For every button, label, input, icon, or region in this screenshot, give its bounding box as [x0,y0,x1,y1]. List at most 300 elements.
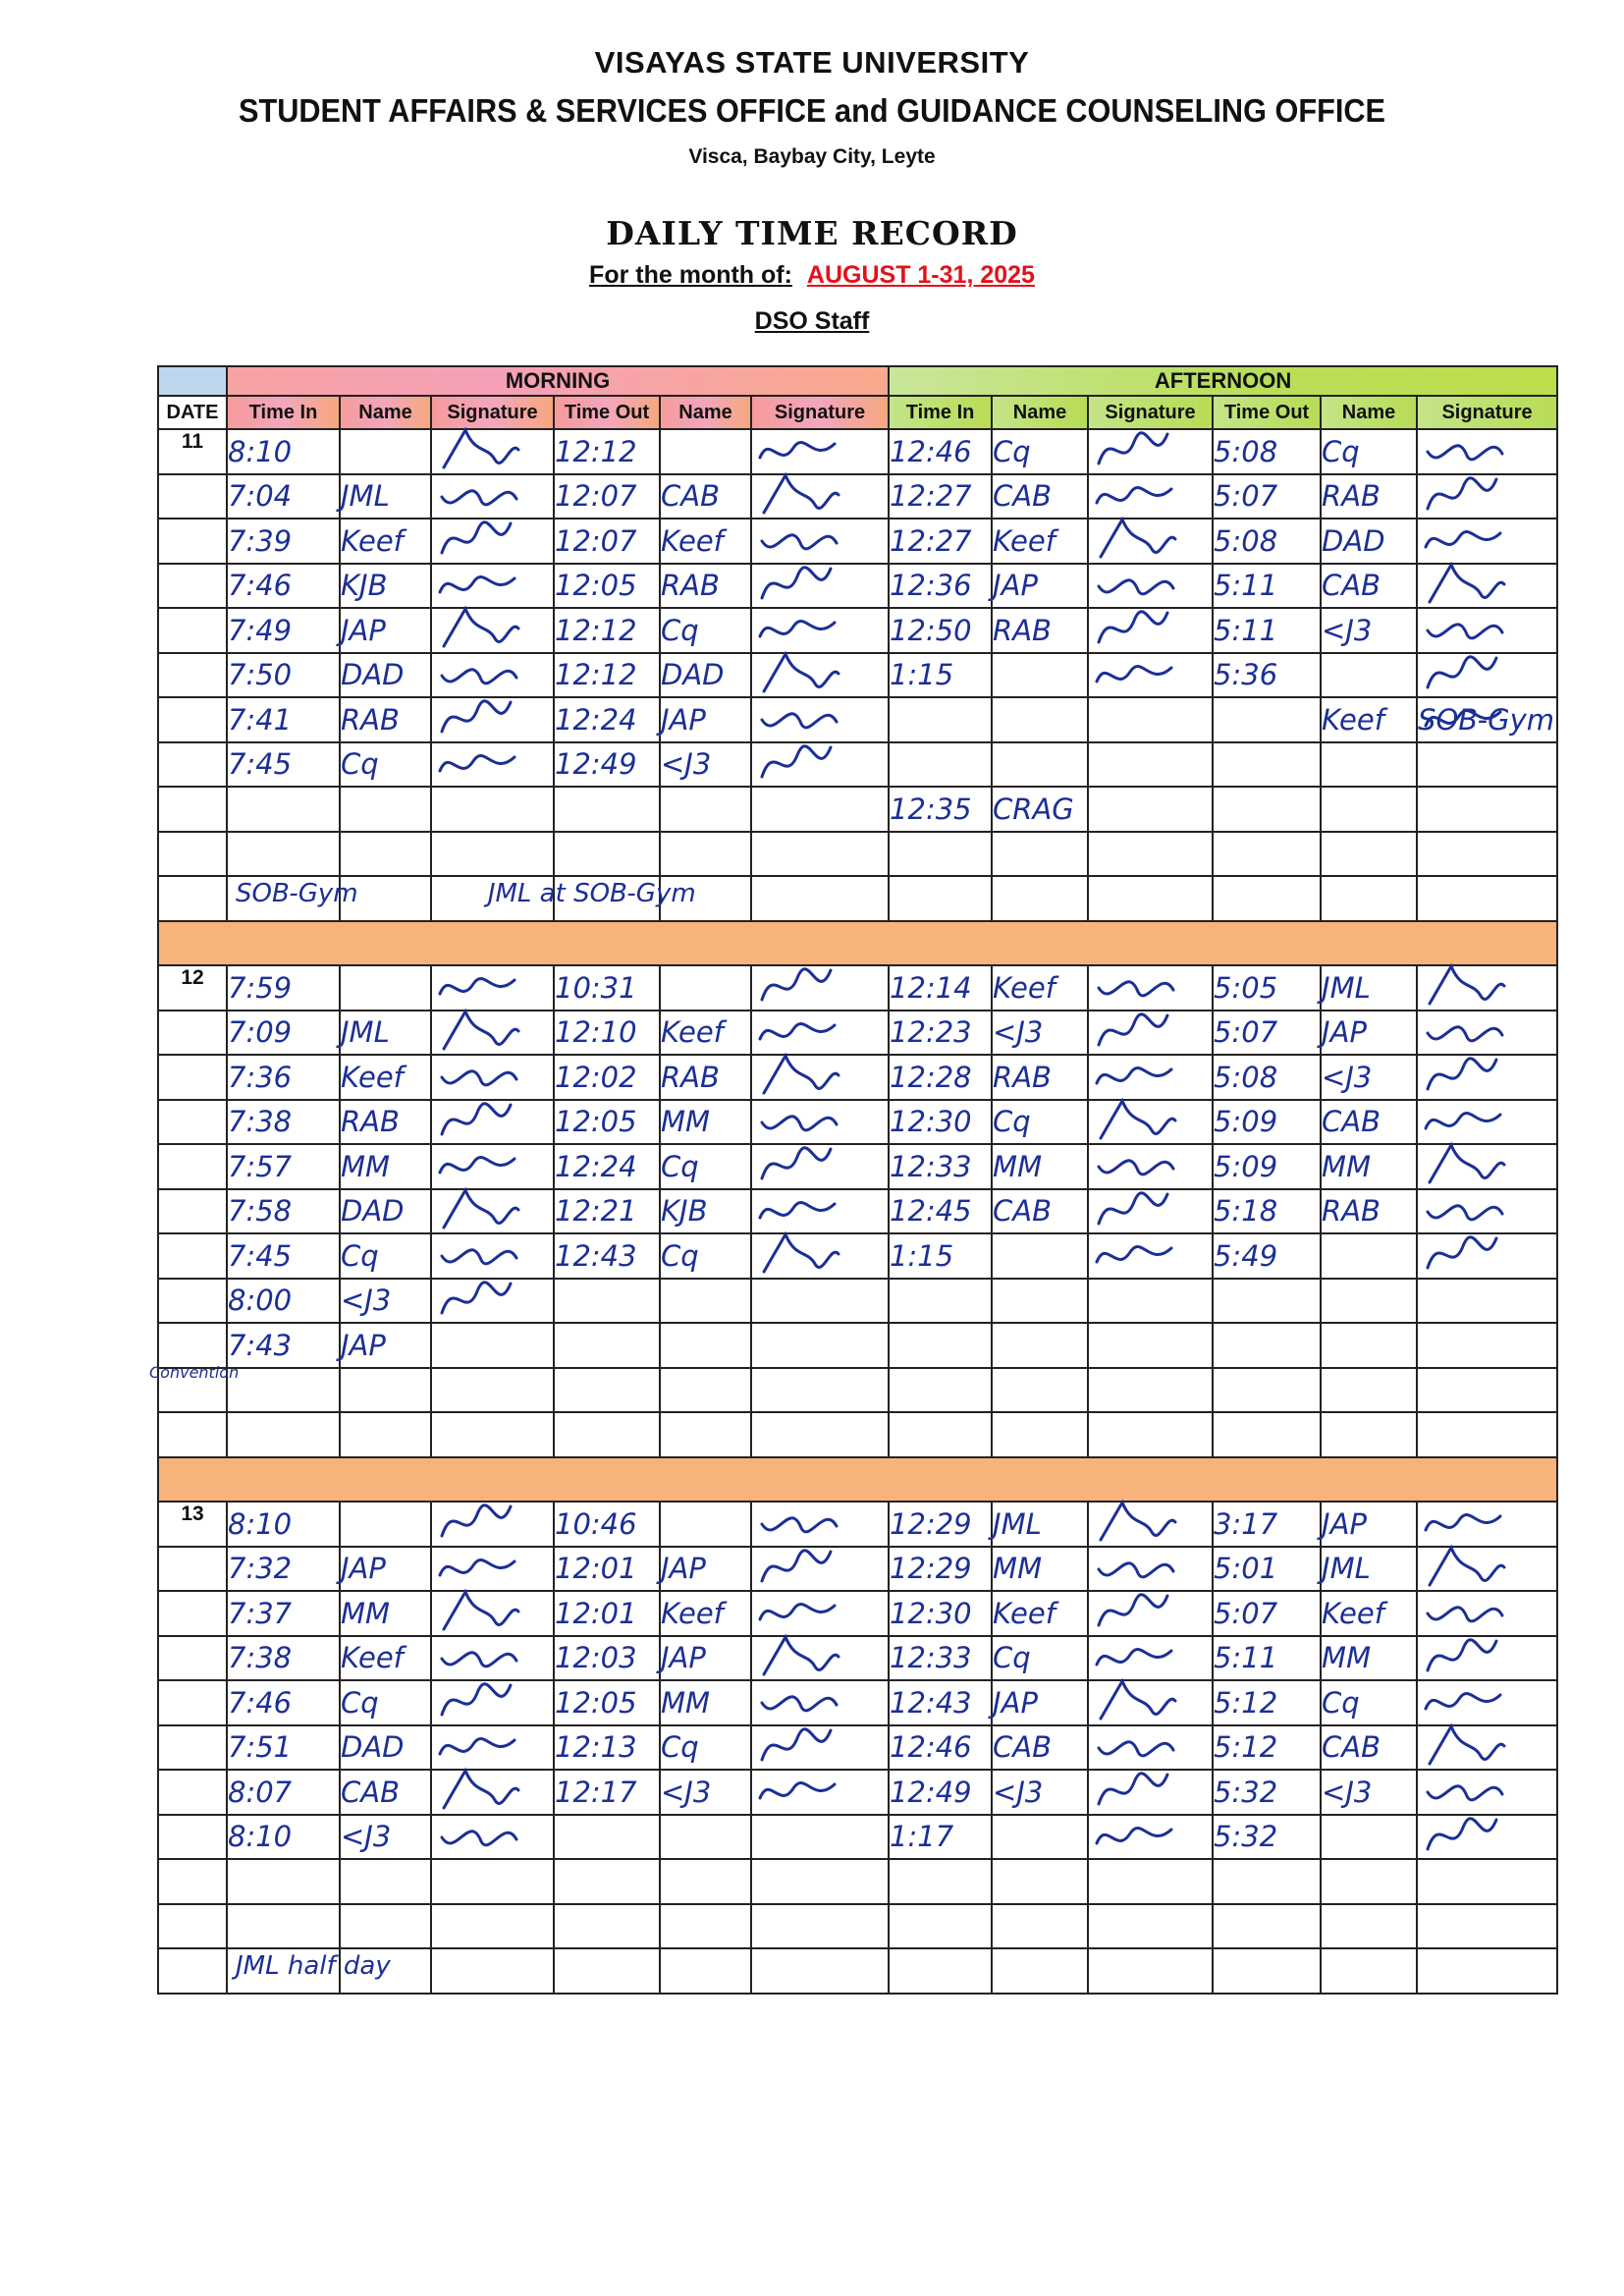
pm-time-out-cell: 3:17 [1213,1502,1321,1547]
am-in-name-cell: Keef [340,519,431,564]
pm-in-signature-cell [1088,1591,1213,1636]
am-out-name-cell: KJB [660,1189,751,1234]
am-time-in-cell: 7:38 [227,1100,340,1145]
pm-in-signature-cell [1088,1279,1213,1324]
pm-out-name-cell [1321,1815,1417,1860]
pm-out-signature-cell [1417,1233,1557,1279]
pm-out-signature-cell [1417,1815,1557,1860]
am-out-name-cell: <J3 [660,742,751,788]
am-time-in-cell: 7:32 [227,1547,340,1592]
note-empty-cell [660,1412,751,1457]
am-in-name-cell: Keef [340,1055,431,1100]
pm-in-signature-cell [1088,1547,1213,1592]
note-empty-cell [660,1948,751,1994]
note-empty-cell [431,1948,554,1994]
am-out-signature-cell [751,1904,889,1949]
am-time-out-cell [554,1279,660,1324]
handwritten-signature-icon [1093,1229,1179,1284]
am-time-in-cell: 7:37 [227,1591,340,1636]
am-in-signature-cell [431,519,554,564]
am-out-signature-cell [751,1859,889,1904]
am-in-signature-cell [431,1502,554,1547]
pm-out-name-header: Name [1321,396,1417,429]
note-empty-cell [1321,1948,1417,1994]
pm-in-signature-header: Signature [1088,396,1213,429]
staff-label: DSO Staff [754,307,870,335]
am-time-in-cell: 7:49 [227,608,340,653]
date-cell-empty [158,608,227,653]
pm-time-out-cell: 5:08 [1213,429,1321,474]
pm-time-in-cell: 1:17 [889,1815,992,1860]
time-record-table [157,365,1558,1995]
date-cell-empty [158,1636,227,1681]
note-row [158,1412,1557,1457]
pm-in-name-cell: Cq [992,429,1088,474]
pm-out-signature-cell [1417,564,1557,609]
am-time-out-cell [554,787,660,832]
am-in-signature-cell [431,1591,554,1636]
note-empty-cell [1213,876,1321,921]
am-time-in-cell: 7:45 [227,742,340,788]
am-in-signature-cell [431,1189,554,1234]
month-label: For the month of: [589,261,792,289]
pm-time-out-cell [1213,697,1321,742]
pm-in-name-cell [992,1368,1088,1413]
note-date-cell [158,876,227,921]
pm-time-out-cell: 5:01 [1213,1547,1321,1592]
pm-time-out-cell [1213,1904,1321,1949]
date-cell: 12 [158,965,227,1011]
am-out-signature-cell [751,697,889,742]
am-out-name-cell: Keef [660,519,751,564]
am-out-name-cell [660,1368,751,1413]
record-row [158,742,1557,788]
am-time-out-cell: 12:13 [554,1725,660,1771]
am-in-name-cell: JML [340,474,431,519]
am-in-name-cell: JAP [340,608,431,653]
am-time-in-cell [227,787,340,832]
am-time-in-cell: 7:58 [227,1189,340,1234]
pm-in-name-cell: <J3 [992,1770,1088,1815]
am-out-signature-cell [751,1368,889,1413]
am-time-in-cell: 7:51 [227,1725,340,1771]
am-out-name-cell [660,965,751,1011]
pm-time-out-cell: 5:07 [1213,1591,1321,1636]
am-in-signature-cell [431,653,554,698]
pm-in-signature-cell [1088,787,1213,832]
pm-time-out-cell [1213,1859,1321,1904]
am-out-name-cell: JAP [660,697,751,742]
pm-out-signature-cell [1417,832,1557,877]
pm-in-name-cell: Keef [992,1591,1088,1636]
record-row [158,1547,1557,1592]
pm-out-signature-cell [1417,1055,1557,1100]
am-out-name-header: Name [660,396,751,429]
am-out-signature-cell [751,1189,889,1234]
pm-time-in-cell: 1:15 [889,653,992,698]
date-cell-empty [158,1904,227,1949]
am-out-signature-cell [751,1636,889,1681]
record-row [158,1055,1557,1100]
am-out-name-cell [660,1904,751,1949]
pm-time-in-cell: 12:14 [889,965,992,1011]
am-in-signature-cell [431,1636,554,1681]
pm-time-in-cell [889,742,992,788]
am-time-in-cell [227,1904,340,1949]
office-address: Visca, Baybay City, Leyte [688,145,936,168]
record-row [158,1323,1557,1368]
am-in-name-cell [340,1502,431,1547]
pm-time-in-cell: 12:30 [889,1591,992,1636]
date-cell-empty [158,1859,227,1904]
pm-in-name-cell: Keef [992,965,1088,1011]
am-in-name-cell: RAB [340,697,431,742]
pm-in-name-cell: <J3 [992,1011,1088,1056]
record-row [158,1591,1557,1636]
pm-time-in-cell: 12:36 [889,564,992,609]
date-cell-empty [158,653,227,698]
pm-time-out-cell: 5:12 [1213,1680,1321,1725]
pm-in-name-cell: Cq [992,1100,1088,1145]
am-in-signature-cell [431,1859,554,1904]
date-cell-empty [158,519,227,564]
am-out-signature-cell [751,474,889,519]
pm-time-in-cell [889,1368,992,1413]
pm-out-signature-cell [1417,1189,1557,1234]
pm-out-signature-cell [1417,1725,1557,1771]
pm-time-out-cell: 5:11 [1213,1636,1321,1681]
am-out-name-cell: <J3 [660,1770,751,1815]
am-in-name-cell: Keef [340,1636,431,1681]
handwritten-signature-icon [436,1274,522,1329]
am-out-signature-cell [751,1323,889,1368]
am-in-signature-cell [431,1725,554,1771]
am-time-in-cell: 7:43 [227,1323,340,1368]
handwritten-signature-icon [1093,648,1179,703]
pm-out-name-cell: CAB [1321,1725,1417,1771]
note-empty-cell [1088,1948,1213,1994]
day-note: JML half day [236,1951,391,1981]
am-out-name-cell [660,1279,751,1324]
pm-out-signature-cell [1417,519,1557,564]
record-row [158,1279,1557,1324]
handwritten-signature-icon [756,1765,842,1820]
am-time-in-header: Time In [227,396,340,429]
pm-time-out-cell: 5:12 [1213,1725,1321,1771]
am-in-name-cell: Cq [340,742,431,788]
pm-time-out-cell [1213,1279,1321,1324]
pm-in-name-header: Name [992,396,1088,429]
pm-time-in-cell: 12:33 [889,1144,992,1189]
pm-time-in-cell [889,1904,992,1949]
am-out-signature-cell [751,608,889,653]
note-empty-cell [889,876,992,921]
date-cell-empty [158,1680,227,1725]
date-cell-empty [158,742,227,788]
am-in-signature-cell [431,1100,554,1145]
am-out-name-cell: MM [660,1680,751,1725]
pm-time-in-cell [889,832,992,877]
pm-in-signature-cell [1088,1859,1213,1904]
am-out-name-cell: Cq [660,1144,751,1189]
am-in-name-cell [340,832,431,877]
date-header-top [158,366,227,396]
am-out-signature-cell [751,742,889,788]
am-time-out-cell: 12:49 [554,742,660,788]
note-empty-cell [1321,876,1417,921]
pm-in-signature-cell [1088,1189,1213,1234]
am-time-out-cell [554,1323,660,1368]
pm-out-name-cell: RAB [1321,474,1417,519]
pm-in-name-cell: CRAG [992,787,1088,832]
am-in-name-cell [340,1368,431,1413]
am-in-name-cell: JML [340,1011,431,1056]
pm-in-signature-cell [1088,1323,1213,1368]
pm-out-name-cell [1321,1279,1417,1324]
am-out-signature-cell [751,429,889,474]
date-cell-empty [158,697,227,742]
note-empty-cell [227,1412,340,1457]
pm-time-out-cell [1213,787,1321,832]
record-row [158,1233,1557,1279]
am-in-signature-cell [431,1055,554,1100]
handwritten-signature-icon [436,738,522,793]
pm-out-signature-cell [1417,1591,1557,1636]
pm-out-signature-cell [1417,1547,1557,1592]
handwritten-signature-icon [436,1810,522,1865]
am-in-name-cell: CAB [340,1770,431,1815]
am-in-signature-cell [431,965,554,1011]
pm-out-signature-cell [1417,1770,1557,1815]
pm-time-in-cell [889,1323,992,1368]
pm-time-in-cell: 12:28 [889,1055,992,1100]
am-in-signature-cell [431,474,554,519]
pm-out-name-cell: Cq [1321,429,1417,474]
am-time-in-cell: 7:39 [227,519,340,564]
am-out-name-cell: Cq [660,608,751,653]
am-in-name-cell: <J3 [340,1815,431,1860]
pm-time-out-cell: 5:07 [1213,474,1321,519]
am-out-name-cell: MM [660,1100,751,1145]
am-out-signature-cell [751,1725,889,1771]
am-in-signature-cell [431,1547,554,1592]
pm-out-signature-cell [1417,1279,1557,1324]
pm-in-name-cell: MM [992,1144,1088,1189]
am-out-name-cell [660,832,751,877]
am-time-in-cell: 7:36 [227,1055,340,1100]
pm-time-in-cell: 12:50 [889,608,992,653]
pm-in-signature-cell [1088,1815,1213,1860]
pm-time-out-cell [1213,832,1321,877]
pm-out-signature-cell [1417,1502,1557,1547]
pm-in-signature-cell [1088,1233,1213,1279]
pm-out-name-cell: <J3 [1321,1055,1417,1100]
am-in-name-cell: Cq [340,1680,431,1725]
handwritten-signature-icon [1093,1810,1179,1865]
month-value: AUGUST 1-31, 2025 [806,261,1035,289]
record-row [158,1725,1557,1771]
am-time-out-cell: 12:12 [554,429,660,474]
record-row [158,608,1557,653]
am-out-name-cell [660,429,751,474]
am-out-name-cell: RAB [660,1055,751,1100]
pm-in-signature-cell [1088,1904,1213,1949]
record-row [158,1011,1557,1056]
pm-out-signature-cell [1417,742,1557,788]
day-note: SOB-Gym JML at SOB-Gym [236,879,696,908]
note-empty-cell [554,1412,660,1457]
convention-side-note: Convention [149,1363,240,1382]
pm-time-out-cell: 5:09 [1213,1144,1321,1189]
pm-out-name-cell [1321,1368,1417,1413]
note-row [158,1948,1557,1994]
am-out-signature-cell [751,519,889,564]
am-time-out-cell: 10:46 [554,1502,660,1547]
pm-out-signature-cell [1417,653,1557,698]
pm-in-name-cell [992,1859,1088,1904]
handwritten-signature-icon [1422,692,1508,747]
pm-time-in-header: Time In [889,396,992,429]
pm-in-name-cell [992,742,1088,788]
pm-in-name-cell [992,1279,1088,1324]
date-cell-empty [158,1011,227,1056]
pm-in-signature-cell [1088,474,1213,519]
pm-in-signature-cell [1088,697,1213,742]
am-time-in-cell: 7:46 [227,1680,340,1725]
record-row [158,429,1557,474]
pm-in-name-cell [992,1815,1088,1860]
pm-time-in-cell: 12:46 [889,429,992,474]
am-out-name-cell: Keef [660,1591,751,1636]
pm-time-in-cell: 12:46 [889,1725,992,1771]
am-out-name-cell [660,1502,751,1547]
pm-out-name-cell: CAB [1321,1100,1417,1145]
pm-time-in-cell [889,1859,992,1904]
am-out-signature-cell [751,1011,889,1056]
record-row [158,697,1557,742]
am-time-out-cell: 12:05 [554,1100,660,1145]
pm-in-signature-cell [1088,1055,1213,1100]
pm-out-name-cell: JAP [1321,1011,1417,1056]
pm-in-name-cell: Cq [992,1636,1088,1681]
note-empty-cell [340,1412,431,1457]
note-row [158,876,1557,921]
am-time-in-cell: 8:10 [227,1815,340,1860]
pm-out-signature-cell [1417,429,1557,474]
pm-in-name-cell: CAB [992,1189,1088,1234]
pm-in-signature-cell [1088,832,1213,877]
pm-in-signature-cell [1088,1368,1213,1413]
am-time-in-cell: 7:09 [227,1011,340,1056]
record-row [158,1189,1557,1234]
am-time-out-cell: 12:01 [554,1547,660,1592]
am-in-name-header: Name [340,396,431,429]
am-in-signature-cell [431,697,554,742]
am-time-out-cell [554,1904,660,1949]
am-time-out-cell: 12:12 [554,653,660,698]
am-in-name-cell: Cq [340,1233,431,1279]
am-time-in-cell: 7:38 [227,1636,340,1681]
am-time-out-cell: 12:07 [554,519,660,564]
pm-out-name-cell: JML [1321,1547,1417,1592]
am-in-signature-cell [431,742,554,788]
pm-in-signature-cell [1088,1770,1213,1815]
am-time-in-cell: 7:59 [227,965,340,1011]
am-in-signature-cell [431,1011,554,1056]
record-row [158,1144,1557,1189]
pm-out-signature-cell [1417,1144,1557,1189]
am-in-signature-cell [431,1279,554,1324]
am-time-out-cell: 12:43 [554,1233,660,1279]
pm-time-out-cell: 5:09 [1213,1100,1321,1145]
pm-out-signature-cell [1417,1680,1557,1725]
am-out-signature-cell [751,1279,889,1324]
am-in-name-cell [340,787,431,832]
pm-time-in-cell: 12:23 [889,1011,992,1056]
am-in-signature-cell [431,1368,554,1413]
am-time-out-cell [554,1815,660,1860]
note-empty-cell [889,1948,992,1994]
am-time-in-cell: 8:00 [227,1279,340,1324]
date-cell-empty [158,832,227,877]
pm-out-name-cell [1321,653,1417,698]
pm-time-out-cell: 5:07 [1213,1011,1321,1056]
am-in-signature-cell [431,1904,554,1949]
am-in-signature-cell [431,564,554,609]
am-time-in-cell: 8:07 [227,1770,340,1815]
pm-in-signature-cell [1088,653,1213,698]
pm-time-out-cell: 5:08 [1213,519,1321,564]
am-time-in-cell [227,832,340,877]
am-in-signature-cell [431,429,554,474]
pm-out-name-cell: RAB [1321,1189,1417,1234]
note-date-cell [158,1948,227,1994]
am-out-signature-cell [751,1144,889,1189]
date-cell-empty [158,1144,227,1189]
date-cell: 13 [158,1502,227,1547]
am-out-signature-cell [751,564,889,609]
pm-out-name-cell [1321,1233,1417,1279]
pm-in-signature-cell [1088,965,1213,1011]
record-row [158,564,1557,609]
am-in-name-cell: JAP [340,1323,431,1368]
date-cell-empty [158,474,227,519]
am-time-out-cell: 12:07 [554,474,660,519]
am-out-signature-cell [751,965,889,1011]
pm-time-out-cell: 5:05 [1213,965,1321,1011]
am-out-name-cell [660,787,751,832]
am-time-out-cell: 12:17 [554,1770,660,1815]
pm-time-out-cell [1213,742,1321,788]
pm-time-in-cell: 12:30 [889,1100,992,1145]
am-out-signature-cell [751,1502,889,1547]
am-out-signature-cell [751,1815,889,1860]
morning-header: MORNING [227,366,889,396]
record-row [158,1368,1557,1413]
pm-time-out-header: Time Out [1213,396,1321,429]
pm-out-name-cell: MM [1321,1144,1417,1189]
am-out-name-cell: Keef [660,1011,751,1056]
am-time-out-cell: 12:21 [554,1189,660,1234]
am-out-signature-cell [751,1770,889,1815]
pm-out-signature-cell [1417,608,1557,653]
am-in-signature-header: Signature [431,396,554,429]
date-cell-empty [158,564,227,609]
day-separator-row [158,1457,1557,1503]
pm-time-in-cell: 12:29 [889,1502,992,1547]
date-cell-empty [158,1279,227,1324]
am-in-name-cell [340,1904,431,1949]
